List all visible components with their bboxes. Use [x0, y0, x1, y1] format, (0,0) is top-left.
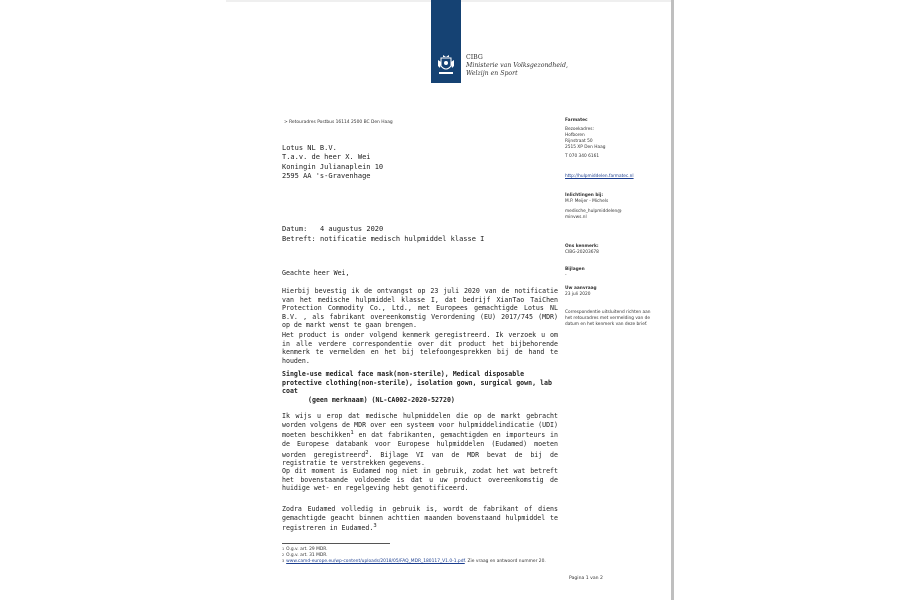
ministry-line-1: Ministerie van Volksgezondheid, [466, 62, 568, 69]
footnote-2: O.g.v. art. 31 MDR. [286, 552, 328, 558]
recipient-address [282, 144, 383, 181]
footnote-number-2: 2 [282, 552, 285, 557]
paragraph-1: Hierbij bevestig ik de ontvangst op 23 juli 2020 van de notificatie van het medische hulpmiddel klasse I, dat bedrijf XianTao TaiChen Protection Commodity Co., Ltd., met Europees gemachtigde Lotus NL B.V. , als fabrikant overeenkomstig Verordening (EU) 2017/745 (MDR) op de markt wenst te gaan brengen. [282, 287, 558, 330]
website-link[interactable]: http://hulpmiddelen.farmatec.nl [565, 174, 634, 179]
page-number: Pagina 1 van 2 [569, 576, 603, 581]
sidebar-request [565, 286, 665, 298]
paragraph-4: Op dit moment is Eudamed nog niet in gebruik, zodat het wat betreft het bovenstaande voldoende is dat u uw product overeenkomstig de huidige wet- en regelgeving hebt genotificeerd. [282, 467, 558, 493]
paragraph-5-text: Zodra Eudamed volledig in gebruik is, wordt de fabrikant of diens gemachtigde geacht binnen achttien maanden bovenstaand hulpmiddel te registreren in Eudamed. [282, 505, 558, 533]
return-address: > Retouradres Postbus 16114 2500 BC Den Haag [284, 120, 393, 125]
date-value: 4 augustus 2020 [320, 225, 384, 233]
attachments-value: - [565, 273, 567, 278]
sidebar-dept [565, 118, 665, 124]
reference-value: CIBG-20203678 [565, 250, 599, 255]
ministry-line-2: Welzijn en Sport [466, 70, 518, 77]
info-name: M.P. Meijer - Michels [565, 199, 609, 204]
attachments-label: Bijlagen [565, 267, 585, 272]
sidebar-attachments [565, 267, 665, 279]
visit-line-1: Hofboren [565, 133, 585, 138]
page-edge [671, 0, 674, 600]
coat-of-arms-icon [437, 54, 455, 76]
subject-label: Betreft: [282, 235, 316, 243]
organisation-name [466, 54, 568, 78]
sidebar-website [565, 174, 665, 180]
correspondence-note: Correspondentie uitsluitend richten aan het retouradres met vermelding van de datum en het kenmerk van deze brief. [565, 310, 651, 327]
subject-value: notificatie medisch hulpmiddel klasse I [320, 235, 485, 243]
paragraph-5 [282, 505, 558, 533]
recipient-line-1: Lotus NL B.V. [282, 144, 337, 152]
info-label: Inlichtingen bij: [565, 193, 604, 198]
request-label: Uw aanvraag [565, 286, 597, 291]
footnote-1: O.g.v. art. 29 MDR. [286, 547, 328, 552]
visit-label: Bezoekadres: [565, 127, 594, 132]
product-description [282, 370, 558, 404]
sidebar-visit [565, 127, 665, 160]
recipient-line-3: Koningin Julianaplein 10 [282, 162, 384, 171]
paragraph-3-part-2: en dat fabrikanten, gemachtigden en importeurs in de Europese databank voor Europese hulpmiddelen (Eudamed) moeten worden geregistreerd [282, 431, 558, 459]
product-line-1: Single-use medical face mask(non-sterile), Medical disposable protective clothing(non-sterile), isolation gown, surgical gown, lab coat [282, 370, 552, 396]
paragraph-3-part-3: . Bijlage VI van de MDR bevat de bij de registratie te verstrekken gegevens. [282, 450, 558, 468]
email-line-2[interactable]: minvws.nl [565, 215, 587, 220]
sidebar-reference [565, 244, 665, 256]
footnote-number-3: 3 [282, 558, 285, 563]
recipient-line-2: T.a.v. de heer X. Wei [282, 153, 371, 162]
footnote-ref-3: 3 [373, 523, 377, 530]
letter-meta [282, 224, 484, 244]
recipient-line-4: 2595 AA 's-Gravenhage [282, 171, 371, 180]
paragraph-2: Het product is onder volgend kenmerk geregistreerd. Ik verzoek u om in alle verdere correspondentie over dit product het bijbehorende kenmerk te vermelden en het bij telefoongesprekken bij de hand te houden. [282, 331, 558, 365]
product-line-2: (geen merknaam) (NL-CA002-2020-52720) [308, 395, 455, 404]
salutation: Geachte heer Wei, [282, 269, 350, 277]
footnote-number-1: 1 [282, 547, 285, 551]
footnote-3-rest: . Zie vraag en antwoord nummer 20. [464, 558, 546, 564]
paragraph-3 [282, 412, 558, 468]
reference-label: Ons kenmerk: [565, 244, 599, 249]
footnotes [282, 547, 558, 564]
footnote-ref-2: 2 [365, 449, 369, 456]
phone-number: T 070 340 6161 [565, 154, 600, 159]
footnote-3 [286, 559, 546, 565]
footnote-divider [282, 543, 390, 544]
paragraph-3-part-1: Ik wijs u erop dat medische hulpmiddelen die op de markt gebracht worden volgens de MDR over een systeem voor hulpmiddelindicatie (UDI) moeten beschikken [282, 412, 558, 440]
visit-line-2: Rijnstraat 50 [565, 139, 593, 144]
footnote-ref-1: 1 [350, 430, 354, 437]
request-value: 23 juli 2020 [565, 292, 591, 297]
dept-name: Farmatec [565, 118, 588, 123]
email-line-1[interactable]: medische_hulpmiddelen@ [565, 209, 622, 214]
org-abbrev: CIBG [466, 54, 483, 61]
date-label: Datum: [282, 225, 308, 233]
footnote-3-link[interactable]: www.camd-europe.eu/wp-content/uploads/2018/05/FAQ_MDR_180117_V1.0-1.pdf [286, 558, 465, 564]
visit-line-3: 2515 XP Den Haag [565, 145, 606, 150]
sidebar-info [565, 193, 665, 221]
